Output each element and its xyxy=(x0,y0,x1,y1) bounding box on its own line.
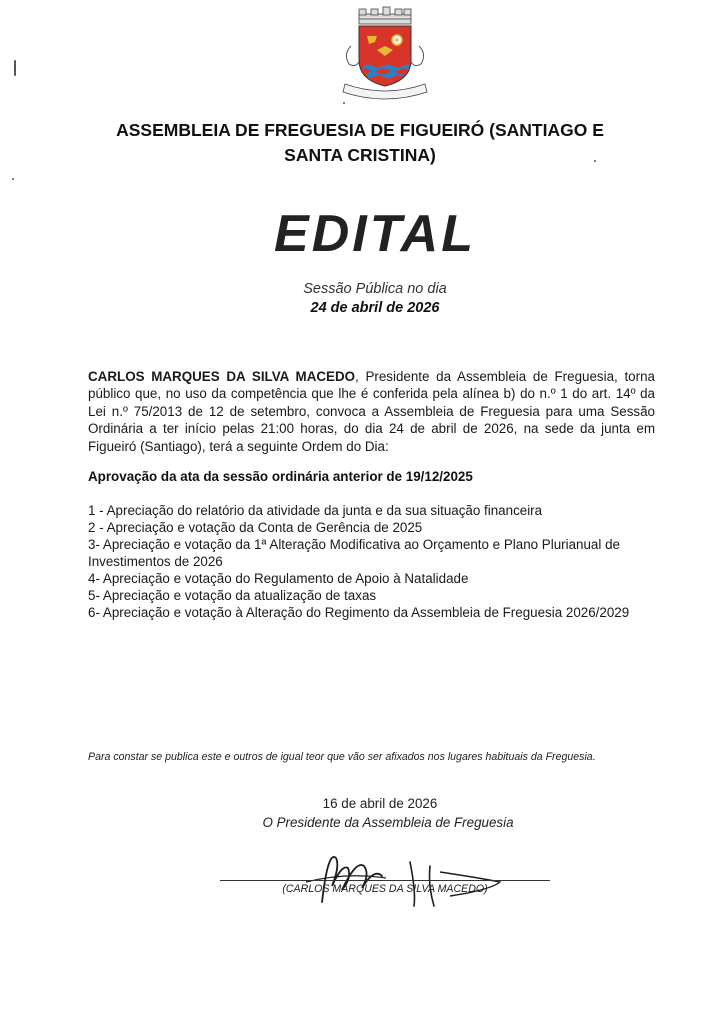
signature-line xyxy=(220,880,550,881)
session-date: 24 de abril de 2026 xyxy=(310,300,440,316)
announcement-text: , Presidente da Assembleia de Freguesia, torna público que, no uso da competência que lhe é conferida pela alínea b) do n.º 1 do art. 14º da Lei n.º 75/2013 de 12 de setembro, convoca a Assembleia de Freguesia para uma Sessão Ordinária a ter início pelas 21:00 horas, do dia 24 de abril de 2026, na sede da junta em Figueiró (Santiago), terá a seguinte Ordem do Dia: xyxy=(88,369,655,454)
session-subtitle xyxy=(230,280,520,318)
entity-name: ASSEMBLEIA DE FREGUESIA DE FIGUEIRÓ (SANTIAGO E SANTA CRISTINA) xyxy=(116,120,604,165)
mural-crown xyxy=(359,7,411,24)
ornament-right xyxy=(411,46,424,66)
scan-speck xyxy=(343,102,345,104)
signatory-role: O Presidente da Assembleia de Freguesia xyxy=(262,815,514,830)
president-name: CARLOS MARQUES DA SILVA MACEDO xyxy=(88,369,356,384)
ornament-left xyxy=(346,46,359,66)
agenda-list xyxy=(88,502,658,621)
signatory-name: (CARLOS MARQUES DA SILVA MACEDO) xyxy=(282,883,488,895)
scan-speck xyxy=(14,60,16,76)
handwritten-signature xyxy=(300,832,520,916)
document-title: EDITAL xyxy=(274,205,476,263)
agenda-item: 1 - Apreciação do relatório da atividade da junta e da sua situação financeira xyxy=(88,503,543,518)
approval-item: Aprovação da ata da sessão ordinária anterior de 19/12/2025 xyxy=(88,469,473,484)
agenda-item: 3- Apreciação e votação da 1ª Alteração Modificativa ao Orçamento e Plano Plurianual de Investimentos de 2026 xyxy=(88,537,620,569)
coat-of-arms-logo xyxy=(337,6,433,104)
agenda-item: 6- Apreciação e votação à Alteração do Regimento da Assembleia de Freguesia 2026/2029 xyxy=(88,605,630,620)
signature-date: 16 de abril de 2026 xyxy=(322,796,438,811)
agenda-item: 4- Apreciação e votação do Regulamento de Apoio à Natalidade xyxy=(88,571,469,586)
agenda-item: 5- Apreciação e votação da atualização de taxas xyxy=(88,588,377,603)
scan-speck xyxy=(12,178,14,180)
announcement-paragraph xyxy=(88,368,655,455)
session-label: Sessão Pública no dia xyxy=(303,281,447,297)
closing-note: Para constar se publica este e outros de igual teor que vão ser afixados nos lugares habituais da Freguesia. xyxy=(88,751,596,763)
agenda-item: 2 - Apreciação e votação da Conta de Gerência de 2025 xyxy=(88,520,423,535)
scan-speck xyxy=(594,160,596,162)
